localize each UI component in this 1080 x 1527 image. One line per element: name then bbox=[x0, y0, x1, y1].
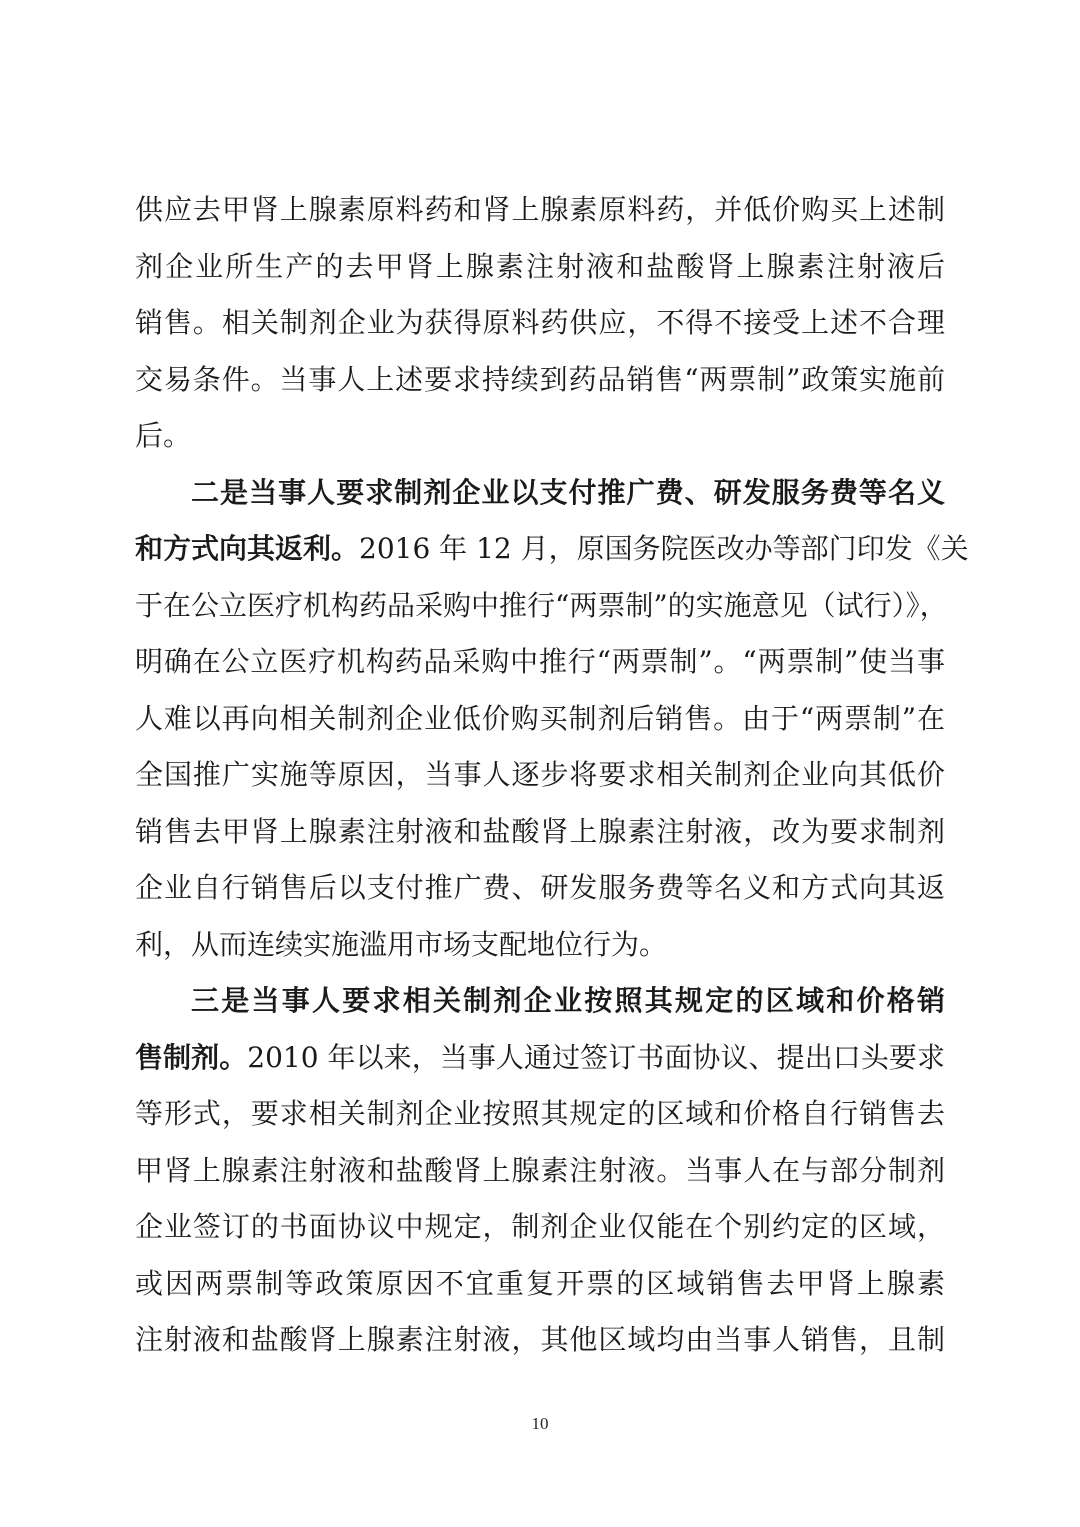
paragraph-3-line bbox=[135, 1256, 945, 1313]
line-text: 交易条件。当事人上述要求持续到药品销售“两票制”政策实施前 bbox=[135, 362, 945, 396]
line-text: 企业签订的书面协议中规定，制剂企业仅能在个别约定的区域， bbox=[135, 1210, 945, 1243]
line-text: 供应去甲肾上腺素原料药和肾上腺素原料药，并低价购买上述制 bbox=[135, 193, 945, 226]
paragraph-2-line bbox=[135, 521, 969, 578]
paragraph-1-line bbox=[135, 352, 945, 409]
page-number: 10 bbox=[531, 1414, 549, 1433]
paragraph-2-line bbox=[135, 465, 945, 522]
paragraph-2-line bbox=[135, 578, 948, 635]
paragraph-2-line bbox=[135, 634, 945, 691]
line-text: 企业自行销售后以支付推广费、研发服务费等名义和方式向其返 bbox=[135, 871, 945, 904]
line-text: 2016 年 12 月，原国务院医改办等部门印发《关 bbox=[359, 532, 969, 565]
line-text: 销售。相关制剂企业为获得原料药供应，不得不接受上述不合理 bbox=[135, 306, 945, 339]
bold-heading-text: 二是当事人要求制剂企业以支付推广费、研发服务费等名义 bbox=[191, 475, 945, 509]
paragraph-3-line bbox=[135, 1143, 945, 1200]
line-text: 2010 年以来，当事人通过签订书面协议、提出口头要求 bbox=[247, 1040, 945, 1074]
paragraph-3-line bbox=[135, 1199, 945, 1256]
paragraph-1-line bbox=[135, 408, 945, 465]
line-text: 利，从而连续实施滥用市场支配地位行为。 bbox=[135, 927, 668, 961]
paragraph-2-line bbox=[135, 691, 945, 748]
paragraph-1-line bbox=[135, 295, 945, 352]
bold-heading-text: 和方式向其返利。 bbox=[135, 532, 360, 565]
paragraph-3-line bbox=[135, 973, 945, 1030]
bold-heading-text: 三是当事人要求相关制剂企业按照其规定的区域和价格销 bbox=[191, 984, 945, 1017]
line-text: 明确在公立医疗机构药品采购中推行“两票制”。“两票制”使当事 bbox=[135, 645, 945, 678]
paragraph-3-line bbox=[135, 1030, 945, 1087]
line-text: 后。 bbox=[135, 419, 192, 452]
line-text: 等形式，要求相关制剂企业按照其规定的区域和价格自行销售去 bbox=[135, 1097, 945, 1130]
paragraph-2-line bbox=[135, 747, 945, 804]
paragraph-2-line bbox=[135, 917, 945, 974]
line-text: 注射液和盐酸肾上腺素注射液，其他区域均由当事人销售，且制 bbox=[135, 1323, 945, 1356]
line-text: 全国推广实施等原因，当事人逐步将要求相关制剂企业向其低价 bbox=[135, 758, 945, 791]
bold-heading-text: 售制剂。 bbox=[135, 1040, 248, 1074]
paragraph-2-line bbox=[135, 860, 945, 917]
body-text bbox=[135, 182, 969, 1369]
line-text: 或因两票制等政策原因不宜重复开票的区域销售去甲肾上腺素 bbox=[135, 1266, 945, 1300]
paragraph-3-line bbox=[135, 1312, 945, 1369]
line-text: 人难以再向相关制剂企业低价购买制剂后销售。由于“两票制”在 bbox=[135, 701, 945, 735]
paragraph-1-line bbox=[135, 239, 945, 296]
paragraph-3-line bbox=[135, 1086, 945, 1143]
line-text: 于在公立医疗机构药品采购中推行“两票制”的实施意见（试行）》， bbox=[135, 588, 948, 622]
line-text: 销售去甲肾上腺素注射液和盐酸肾上腺素注射液，改为要求制剂 bbox=[135, 814, 945, 848]
paragraph-1-line bbox=[135, 182, 945, 239]
line-text: 甲肾上腺素注射液和盐酸肾上腺素注射液。当事人在与部分制剂 bbox=[135, 1153, 945, 1187]
line-text: 剂企业所生产的去甲肾上腺素注射液和盐酸肾上腺素注射液后 bbox=[135, 249, 945, 283]
paragraph-2-line bbox=[135, 804, 945, 861]
